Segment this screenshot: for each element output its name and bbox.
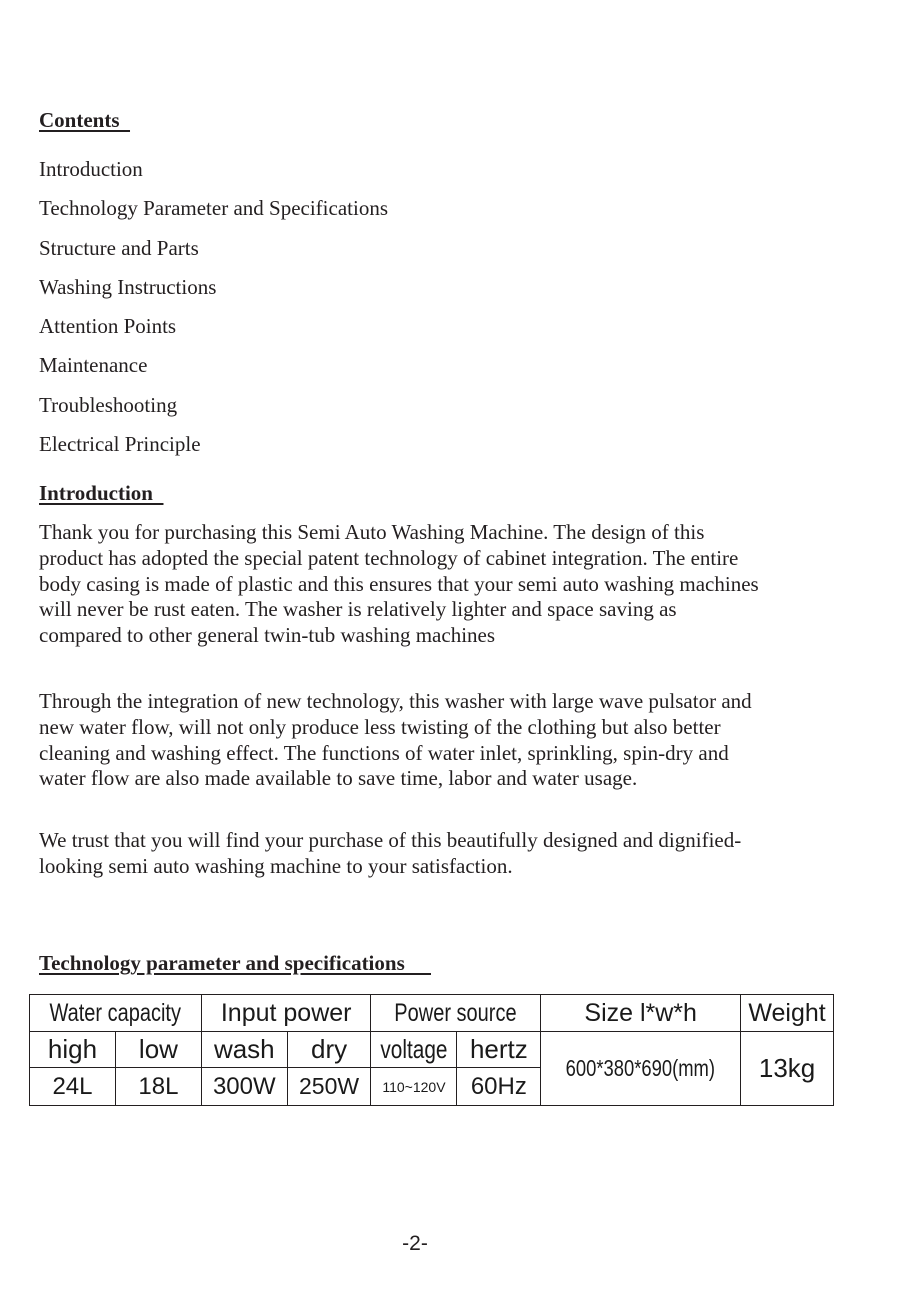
value-dry: 250W — [287, 1068, 371, 1106]
contents-item: Electrical Principle — [39, 432, 201, 457]
contents-item: Introduction — [39, 157, 143, 181]
contents-item: Troubleshooting — [39, 392, 178, 417]
intro-paragraph: We trust that you will find your purchase of this beautifully designed and dignified-looking semi auto washing machine to your satisfaction. — [39, 828, 742, 878]
value-high: 24L — [30, 1068, 116, 1106]
header-power-source: Power source — [371, 995, 541, 1032]
value-voltage: 110~120V — [371, 1068, 457, 1106]
introduction-heading: Introduction — [39, 481, 164, 505]
subheader-wash: wash — [201, 1032, 287, 1068]
subheader-hertz: hertz — [457, 1032, 541, 1068]
contents-heading: Contents — [39, 108, 131, 132]
intro-paragraph: Through the integration of new technology, this washer with large wave pulsator and new water flow, will not only produce less twisting of the clothing but also better cleaning and washing effect. The functions of water inlet, sprinkling, spin-dry and water flow are also made available to save time, labor and water usage. — [39, 689, 752, 791]
subheader-dry: dry — [287, 1032, 371, 1068]
contents-item: Washing Instructions — [39, 274, 217, 299]
contents-item: Maintenance — [39, 353, 148, 378]
value-size: 600*380*690(mm) — [541, 1032, 741, 1106]
value-weight: 13kg — [741, 1032, 834, 1106]
header-water-capacity: Water capacity — [30, 995, 202, 1032]
contents-item: Attention Points — [39, 314, 177, 339]
subheader-high: high — [30, 1032, 116, 1068]
header-input-power: Input power — [201, 995, 371, 1032]
contents-item: Structure and Parts — [39, 235, 199, 260]
subheader-low: low — [115, 1032, 201, 1068]
contents-item: Technology Parameter and Specifications — [39, 196, 388, 221]
specs-heading: Technology parameter and specifications — [39, 951, 431, 975]
value-hertz: 60Hz — [457, 1068, 541, 1106]
header-weight: Weight — [741, 995, 834, 1032]
value-wash: 300W — [201, 1068, 287, 1106]
page-number: -2- — [402, 1232, 428, 1255]
subheader-voltage: voltage — [371, 1032, 457, 1068]
value-low: 18L — [115, 1068, 201, 1106]
header-size: Size l*w*h — [541, 995, 741, 1032]
specifications-table — [29, 994, 834, 1106]
contents-list — [39, 150, 388, 464]
intro-paragraph: Thank you for purchasing this Semi Auto Washing Machine. The design of this product has adopted the special patent technology of cabinet integration. The entire body casing is made of plastic and this ensures that your semi auto washing machines will never be rust eaten. The washer is relatively lighter and space saving as compared to other general twin-tub washing machines — [39, 520, 759, 648]
